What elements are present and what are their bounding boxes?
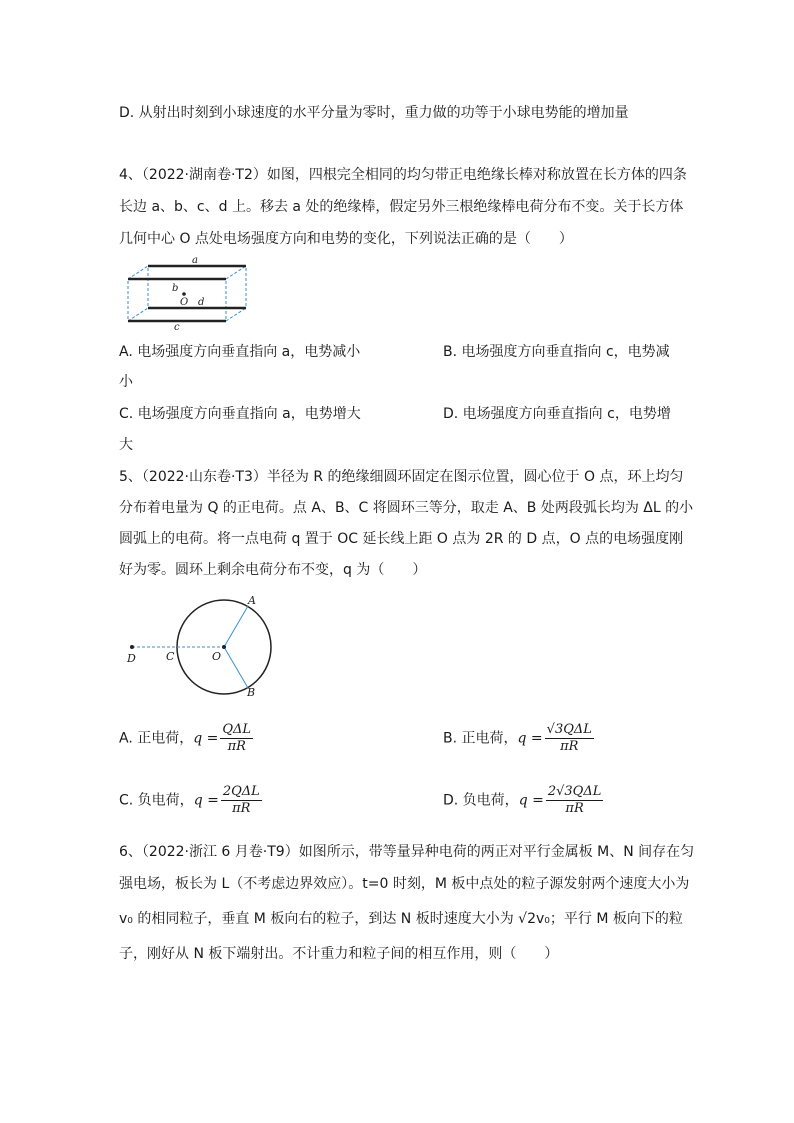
center-point-o <box>182 292 186 296</box>
q5-option-c: C. 负电荷，q = $\frac{\text{2QΔL}}{\pi R}$ <box>119 784 260 816</box>
q6-stem-line-2: 强电场，板长为 L（不考虑边界效应）。t=0 时刻，M 板中点处的粒子源发射两个速度大小为 <box>119 876 690 892</box>
radius-oa <box>224 606 248 647</box>
q4-option-a: A. 电场强度方向垂直指向 a，电势减小 <box>119 344 361 360</box>
label-c: c <box>174 322 180 330</box>
q6-stem-line-1: 6、（2022·浙江 6 月卷·T9）如图所示，带等量异种电荷的两正对平行金属板 M、N 间存在匀 <box>119 844 695 860</box>
label-C: C <box>166 650 175 663</box>
q4-cuboid-figure <box>120 255 260 330</box>
q5-stem-line-3: 圆弧上的电荷。将一点电荷 q 置于 OC 延长线上距 O 点为 2R 的 D 点，O 点的电场强度刚 <box>119 531 684 547</box>
q6-stem-line-4: 子，刚好从 N 板下端射出。不计重力和粒子间的相互作用，则（ ） <box>119 946 559 962</box>
q5-option-d: D. 负电荷，q = $\frac{\text{2√3QΔL}}{\pi R}$ <box>443 784 602 816</box>
q5-option-a: A. 正电荷，q = $\frac{\text{QΔL}}{\pi R}$ <box>119 722 252 754</box>
q3-option-d: D. 从射出时刻到小球速度的水平分量为零时，重力做的功等于小球电势能的增加量 <box>119 105 629 121</box>
q4-option-b-wrap: 小 <box>119 374 133 390</box>
radius-ob <box>224 647 248 688</box>
point-d <box>130 645 134 649</box>
q4-stem-line-3: 几何中心 O 点处电场强度方向和电势的变化，下列说法正确的是（ ） <box>119 231 573 247</box>
q4-stem-line-2: 长边 a、b、c、d 上。移去 a 处的绝缘棒，假定另外三根绝缘棒电荷分布不变。关于长方体 <box>119 199 684 215</box>
label-D: D <box>127 652 136 665</box>
q4-option-b: B. 电场强度方向垂直指向 c，电势减 <box>443 344 670 360</box>
q4-stem-line-1: 4、（2022·湖南卷·T2）如图，四根完全相同的均匀带正电绝缘长棒对称放置在长方体的四条 <box>119 167 687 183</box>
q5-ring-figure <box>120 590 280 700</box>
label-o: O <box>180 297 189 308</box>
label-d: d <box>198 297 205 308</box>
label-a: a <box>192 255 198 266</box>
q4-option-d-wrap: 大 <box>119 437 133 453</box>
q5-stem-line-4: 好为零。圆环上剩余电荷分布不变，q 为（ ） <box>119 562 427 578</box>
q5-stem-line-2: 分布着电量为 Q 的正电荷。点 A、B、C 将圆环三等分，取走 A、B 处两段弧长均为 ΔL 的小 <box>119 500 694 516</box>
label-O: O <box>212 650 222 663</box>
q5-option-b: B. 正电荷，q = $\frac{\text{√3QΔL}}{\pi R}$ <box>443 722 592 754</box>
q4-option-d: D. 电场强度方向垂直指向 c，电势增 <box>443 406 671 422</box>
label-A: A <box>248 594 256 607</box>
label-b: b <box>172 283 179 294</box>
q6-stem-line-3: v₀ 的相同粒子，垂直 M 板向右的粒子，到达 N 板时速度大小为 √2v₀；平行 M 板向下的粒 <box>119 911 683 927</box>
q4-option-c: C. 电场强度方向垂直指向 a，电势增大 <box>119 406 361 422</box>
q5-stem-line-1: 5、（2022·山东卷·T3）半径为 R 的绝缘细圆环固定在图示位置，圆心位于 O 点，环上均匀 <box>119 469 684 485</box>
point-o <box>222 645 226 649</box>
label-B: B <box>247 686 256 699</box>
